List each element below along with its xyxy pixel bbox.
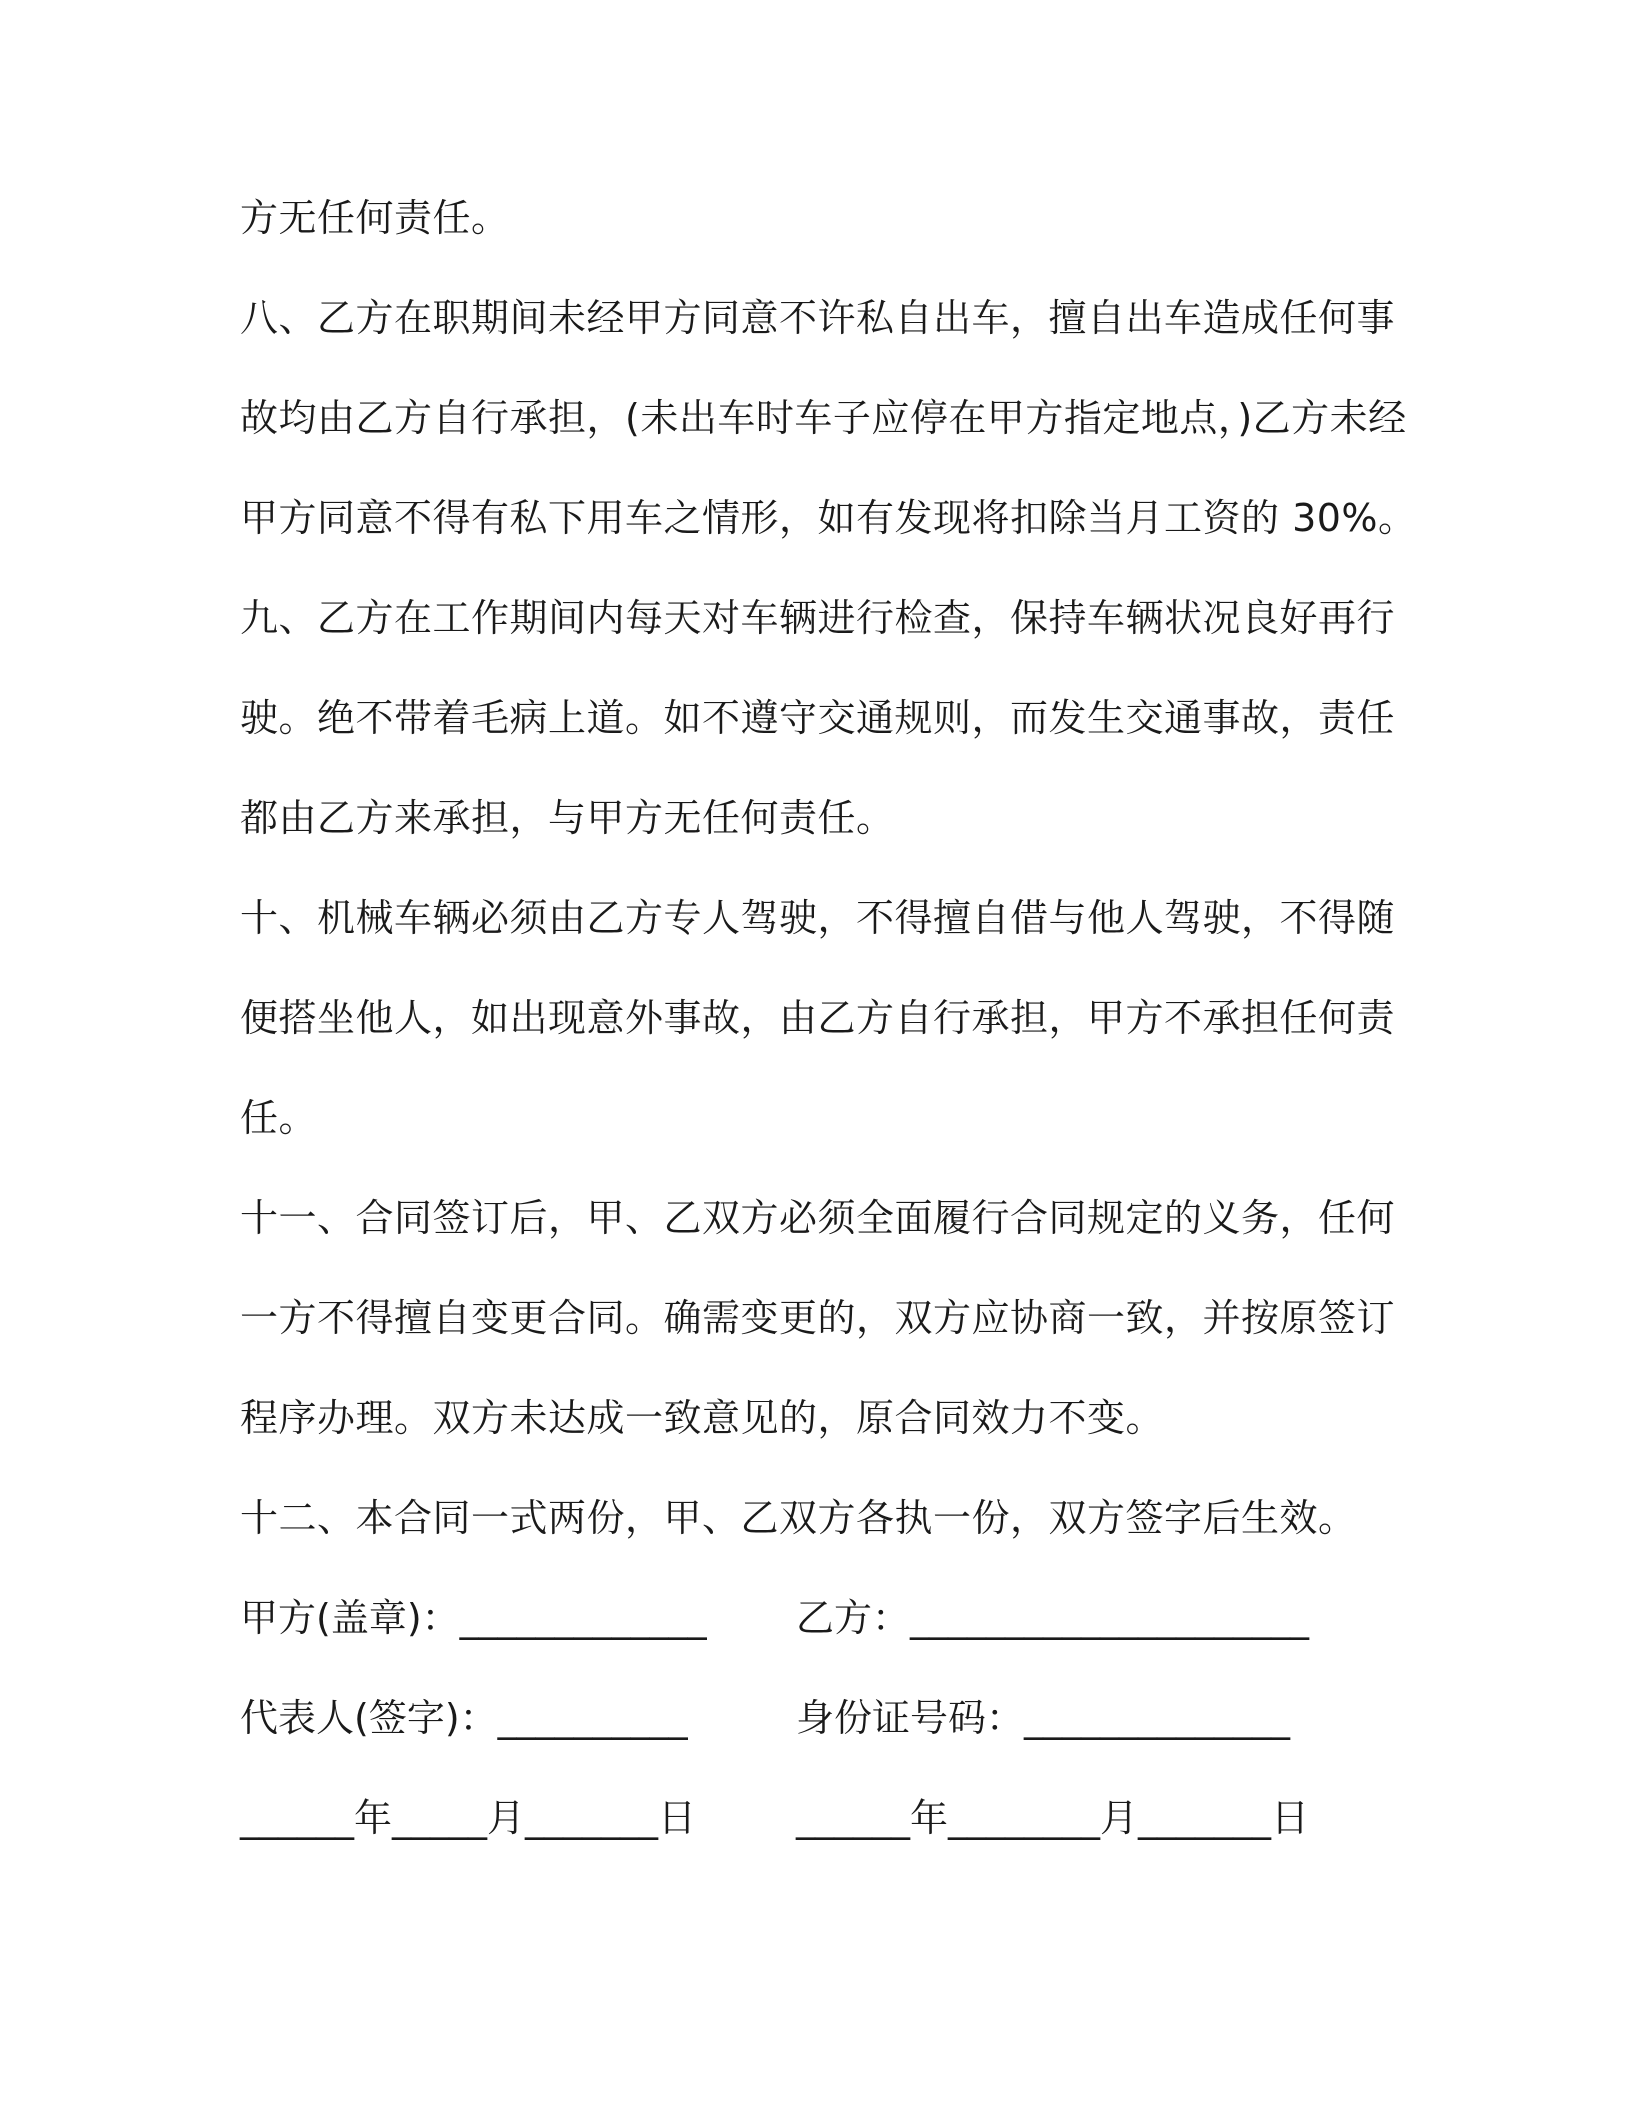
clause-9-line-3: 都由乙方来承担，与甲方无任何责任。 [240,796,895,840]
signature-row-3 [240,1792,1400,1844]
clause-9-line-2: 驶。绝不带着毛病上道。如不遵守交通规则，而发生交通事故，责任 [240,696,1396,740]
text-line: 方无任何责任。 [240,196,510,240]
clause-10-line-3: 任。 [240,1096,318,1140]
clause-8-line-3: 甲方同意不得有私下用车之情形，如有发现将扣除当月工资的 30%。 [240,496,1417,540]
party-a-seal-field: 甲方(盖章)：_____________ [240,1596,707,1640]
clause-11-line-3: 程序办理。双方未达成一致意见的，原合同效力不变。 [240,1396,1165,1440]
date-a-field: ______年_____月_______日 [240,1796,697,1840]
signature-row-1 [240,1592,1400,1644]
clause-10-line-2: 便搭坐他人，如出现意外事故，由乙方自行承担，甲方不承担任何责 [240,996,1396,1040]
clause-11-line-2: 一方不得擅自变更合同。确需变更的，双方应协商一致，并按原签订 [240,1296,1396,1340]
clause-11-line-1: 十一、合同签订后，甲、乙双方必须全面履行合同规定的义务，任何 [240,1196,1396,1240]
clause-10-line-1: 十、机械车辆必须由乙方专人驾驶，不得擅自借与他人驾驶，不得随 [240,896,1396,940]
date-b-field: ______年________月_______日 [796,1796,1310,1840]
clause-8-line-2: 故均由乙方自行承担，(未出车时车子应停在甲方指定地点，)乙方未经 [240,396,1407,440]
representative-field: 代表人(签字)：__________ [240,1696,688,1740]
id-number-field: 身份证号码：______________ [796,1696,1291,1740]
party-b-field: 乙方：_____________________ [796,1596,1310,1640]
clause-8-line-1: 八、乙方在职期间未经甲方同意不许私自出车，擅自出车造成任何事 [240,296,1396,340]
clause-9-line-1: 九、乙方在工作期间内每天对车辆进行检查，保持车辆状况良好再行 [240,596,1396,640]
signature-row-2 [240,1692,1400,1744]
clause-12-line-1: 十二、本合同一式两份，甲、乙双方各执一份，双方签字后生效。 [240,1496,1357,1540]
